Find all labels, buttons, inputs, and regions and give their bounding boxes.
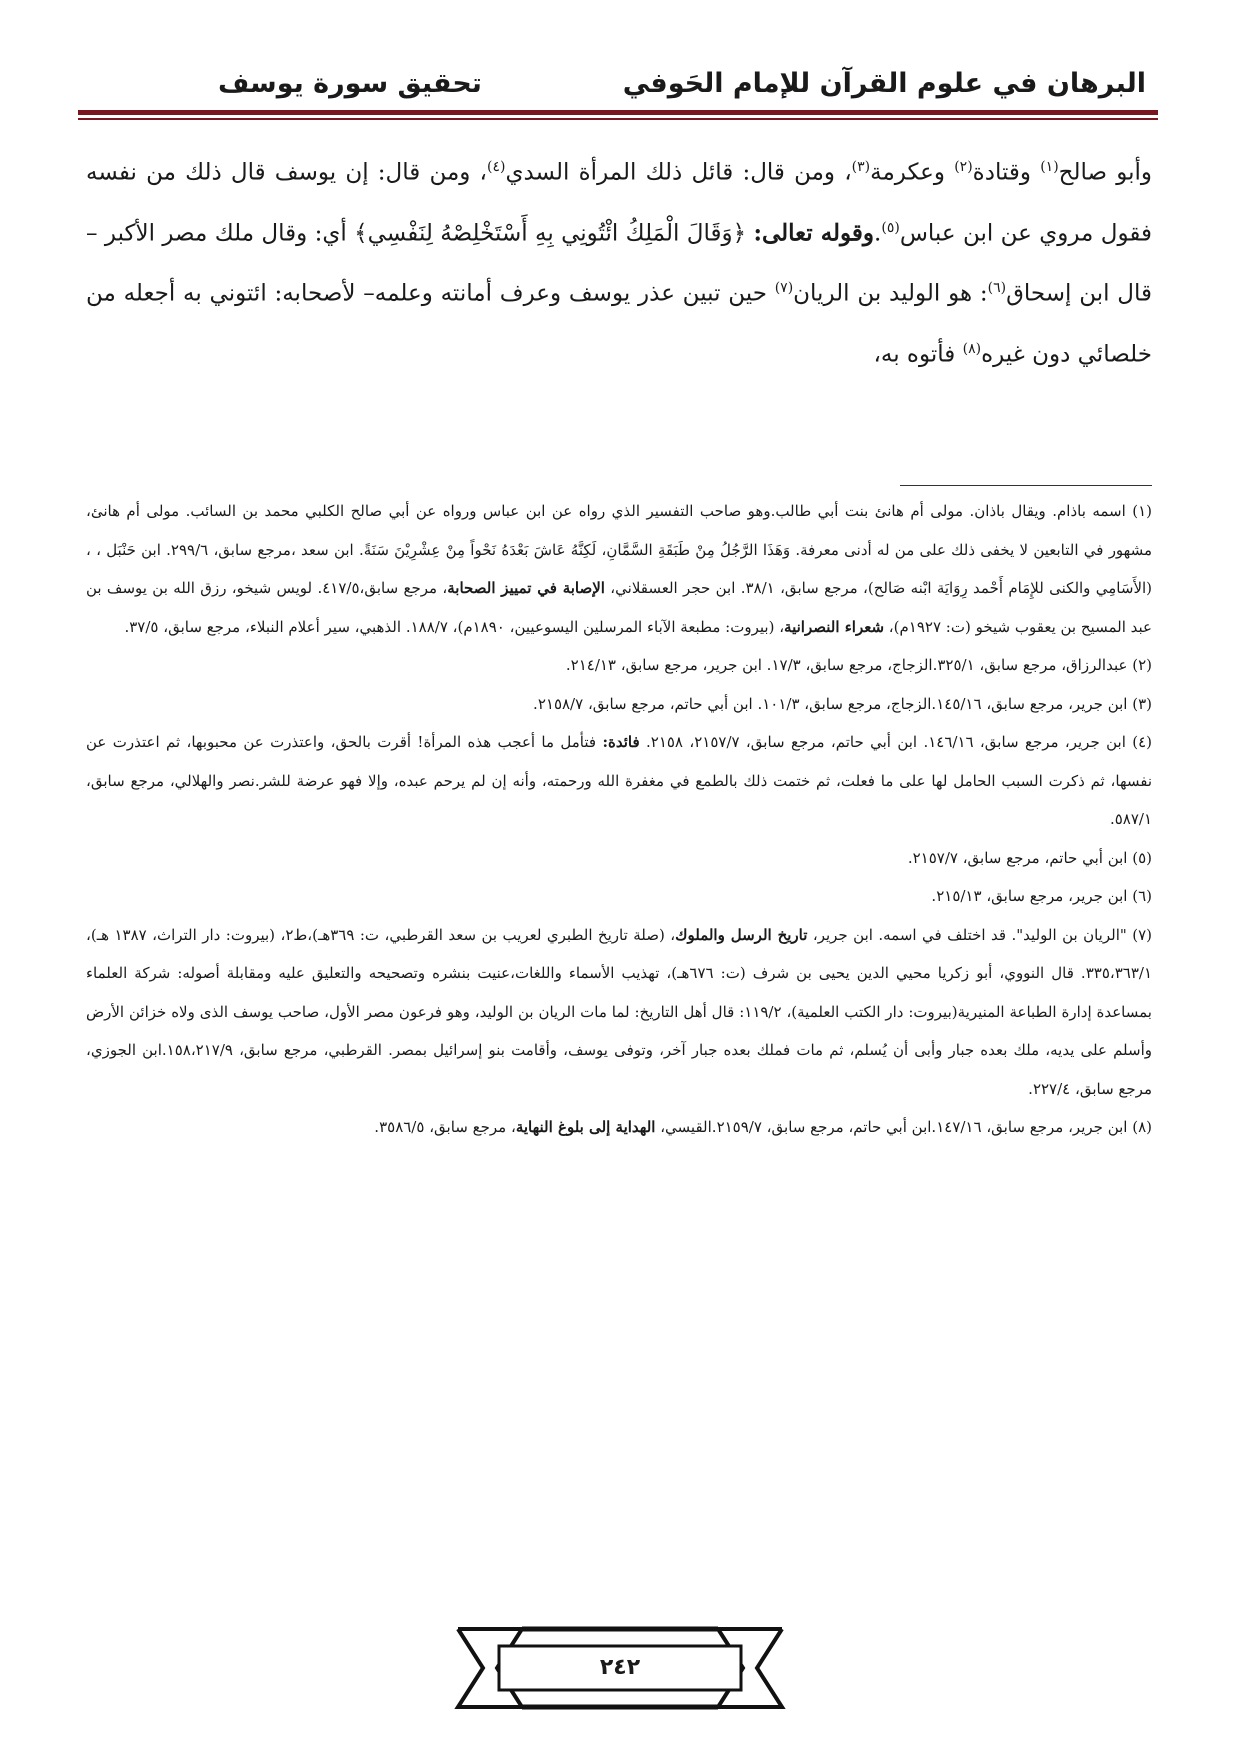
footnote-3: (٣) ابن جرير، مرجع سابق، ١٤٥/١٦.الزجاج، مرجع سابق، ١٠١/٣. ابن أبي حاتم، مرجع سابق، ٢١٥٨/٧. [533, 694, 1152, 713]
page-number: ٢٤٢ [599, 1654, 641, 1680]
footnote-2: (٢) عبدالرزاق، مرجع سابق، ٣٢٥/١.الزجاج، مرجع سابق، ١٧/٣. ابن جرير، مرجع سابق، ٢١٤/١٣. [565, 656, 1152, 674]
footnote-ref-6[interactable]: (٦) [987, 280, 1007, 297]
footnotes [86, 492, 1152, 1147]
main-paragraph: وأبو صالح$^{(١)}$ وقتادة$^{(٢)}$ وعكرمة$^{(٣)}$، ومن قال: قائل ذلك المرأة السدي$^{(٤)}$، ومن قال: إن يوسف قال ذلك من نفسه فقول مروي عن ابن عباس$^{(٥)}$.وقوله تعالى: ﴿وَقَالَ الْمَلِكُ ائْتُونِي بِهِ أَسْتَخْلِصْهُ لِنَفْسِي﴾ أي: وقال ملك مصر الأكبر – قال ابن إسحاق$^{(٦)}$: هو الوليد بن الريان$^{(٧)}$ حين تبين عذر يوسف وعرف أمانته وعلمه– لأصحابه: ائتوني به أجعله من خلصائي دون غيره$^{(٨)}$ فأتوه به، [86, 159, 1153, 368]
verse-intro: وقوله تعالى: [753, 219, 875, 247]
footnote-ref-8[interactable]: (٨) [962, 340, 982, 357]
footnote-ref-7[interactable]: (٧) [774, 280, 794, 297]
footnote-ref-1[interactable]: (١) [1040, 159, 1059, 175]
footnote-4: (٤) ابن جرير، مرجع سابق، ١٤٦/١٦. ابن أبي حاتم، مرجع سابق، ٢١٥٧/٧، ٢١٥٨. فائدة: فتأمل ما أعجب هذه المرأة! أقرت بالحق، واعتذرت عن محبوبها، ثم اعتذرت عن نفسها، ثم ذكرت السبب الحامل لها على ما فعلت، ثم ختمت ذلك بالطمع في مغفرة الله ورحمته، وأنه إن لم يرحم عبده، وإلا فهو عرضة للشر.نصر والهلالي، مرجع سابق، ٥٨٧/١. [86, 733, 1153, 828]
page-header [78, 66, 1158, 100]
footnote-7: (٧) "الريان بن الوليد". قد اختلف في اسمه. ابن جرير، تاريخ الرسل والملوك، (صلة تاريخ الطبري لعريب بن سعد القرطبي، ت: ٣٦٩هـ)،ط٢، (بيروت: دار التراث، ١٣٨٧ هـ)، ٣٣٥،٣٦٣/١. قال النووي، أبو زكريا محيي الدين يحيى بن شرف (ت: ٦٧٦هـ)، تهذيب الأسماء واللغات،عنيت بنشره وتصحيحه والتعليق عليه ومقابلة أصوله: شركة العلماء بمساعدة إدارة الطباعة المنيرية(بيروت: دار الكتب العلمية)، ١١٩/٢: قال أهل التاريخ: لما مات الريان بن الوليد، وهو فرعون مصر الأول، صاحب يوسف الذى ولاه خزائن الأرض وأسلم على يديه، ملك بعده جبار وأبى أن يُسلم، ثم مات فملك بعده جبار آخر، وتوفى يوسف، وأقامت بنو إسرائيل بمصر. القرطبي، مرجع سابق، ١٥٨،٢١٧/٩.ابن الجوزي، مرجع سابق، ٢٢٧/٤. [86, 925, 1152, 1098]
quran-verse: ﴿وَقَالَ الْمَلِكُ ائْتُونِي بِهِ أَسْتَخْلِصْهُ لِنَفْسِي﴾ [354, 220, 754, 247]
book-title: البرهان في علوم القرآن للإمام الحَوفي [622, 67, 1146, 99]
footnote-6: (٦) ابن جرير، مرجع سابق، ٢١٥/١٣. [931, 887, 1152, 905]
footnote-ref-4[interactable]: (٤) [486, 159, 506, 175]
footnote-separator [900, 485, 1152, 486]
footnote-8: (٨) ابن جرير، مرجع سابق، ١٤٧/١٦.ابن أبي حاتم، مرجع سابق، ٢١٥٩/٧.القيسي، الهداية إلى بلوغ النهاية، مرجع سابق، ٣٥٨٦/٥. [374, 1118, 1152, 1136]
header-rule-thin [78, 118, 1158, 120]
footnote-ref-3[interactable]: (٣) [851, 159, 871, 175]
header-rule-thick [78, 110, 1158, 115]
footnote-ref-5[interactable]: (٥) [881, 219, 900, 236]
main-text [86, 140, 1152, 383]
footnote-1: (١) اسمه باذام. ويقال باذان. مولى أم هانئ بنت أبي طالب.وهو صاحب التفسير الذي رواه عن ابن عباس ورواه عن أبي صالح الكلبي محمد بن السائب. مولى أم هانئ، مشهور في التابعين لا يخفى ذلك على من له أدنى معرفة. وَهَذَا الرَّجُلُ مِنْ طَبَقَةِ السَّمَّانِ، لَكِنَّهُ عَاشَ بَعْدَهُ نَحْواً مِنْ عِشْرِيْنَ سَنَةً. ابن سعد ،مرجع سابق، ٢٩٩/٦. ابن حَنْبَل ، ،(الأَسَامِي والكنى للإِمَام أَحْمد رِوَايَة ابْنه صَالح)، مرجع سابق، ٣٨/١. ابن حجر العسقلاني، الإصابة في تمييز الصحابة، مرجع سابق،٤١٧/٥. لويس شيخو، رزق الله بن يوسف بن عبد المسيح بن يعقوب شيخو (ت: ١٩٢٧م)، شعراء النصرانية، (بيروت: مطبعة الآباء المرسلين اليسوعيين، ١٨٩٠م)، ١٨٨/٧. الذهبي، سير أعلام النبلاء، مرجع سابق، ٣٧/٥. [86, 502, 1153, 636]
footnote-ref-2[interactable]: (٢) [954, 159, 973, 175]
chapter-title: تحقيق سورة يوسف [218, 67, 482, 99]
footnote-5: (٥) ابن أبي حاتم، مرجع سابق، ٢١٥٧/٧. [907, 848, 1152, 867]
